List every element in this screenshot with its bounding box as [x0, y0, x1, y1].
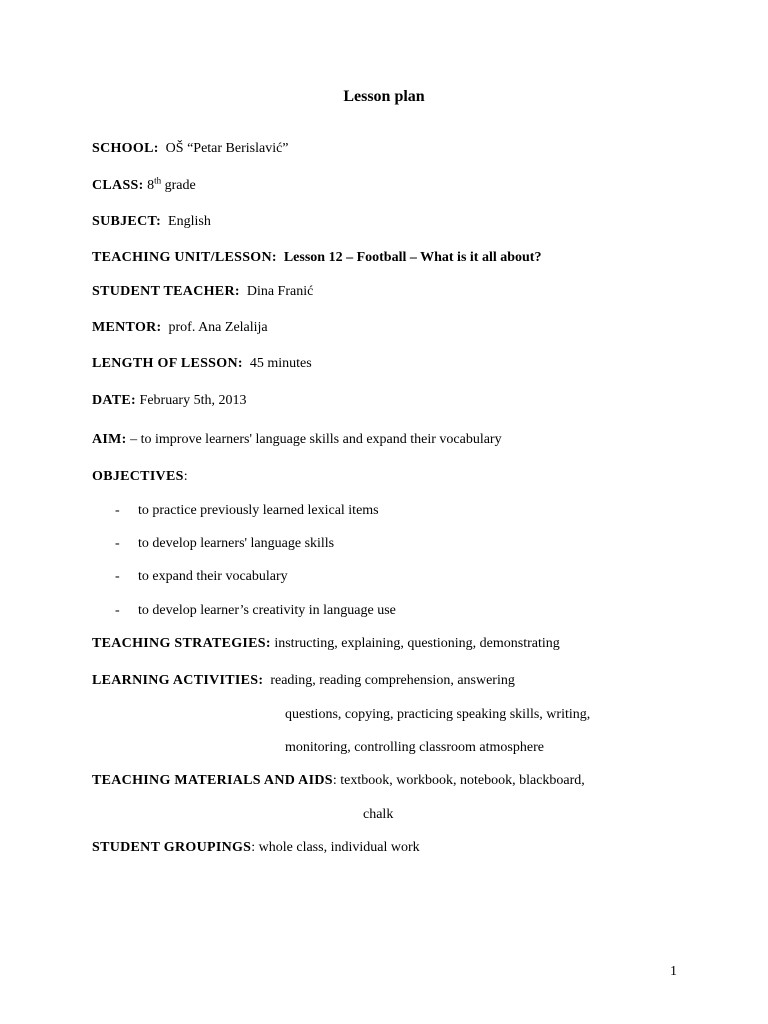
strategies-row [92, 635, 560, 653]
activities-row [92, 672, 515, 690]
unit-row [92, 249, 541, 267]
unit-value: Lesson 12 – Football – What is it all about? [283, 250, 542, 265]
student-teacher-row [92, 283, 313, 301]
groupings-label: STUDENT GROUPINGS [92, 840, 252, 855]
length-label: LENGTH OF LESSON: [92, 356, 243, 371]
date-label: DATE: [92, 393, 137, 408]
materials-row [92, 772, 585, 790]
mentor-label: MENTOR: [92, 320, 162, 335]
materials-label: TEACHING MATERIALS AND AIDS [92, 773, 333, 788]
groupings-value: : whole class, individual work [251, 840, 420, 855]
school-label: SCHOOL: [92, 141, 159, 156]
mentor-value: prof. Ana Zelalija [168, 320, 268, 335]
materials-line1: : textbook, workbook, notebook, blackboard, [332, 773, 585, 788]
objectives-colon: : [183, 469, 188, 484]
student-teacher-label: STUDENT TEACHER: [92, 284, 240, 299]
subject-value: English [168, 214, 211, 229]
student-teacher-value: Dina Franić [246, 284, 314, 299]
date-value: February 5th, 2013 [139, 393, 247, 408]
activities-label: LEARNING ACTIVITIES: [92, 673, 264, 688]
class-value-sup: th [154, 175, 162, 186]
subject-label: SUBJECT: [92, 214, 162, 229]
objectives-row [92, 468, 188, 486]
date-row [92, 392, 246, 410]
aim-value: – to improve learners' language skills and expand their vocabulary [130, 432, 502, 447]
objective-text: to practice previously learned lexical items [138, 503, 379, 518]
objective-text: to develop learner’s creativity in language use [138, 603, 396, 618]
list-item [115, 602, 396, 620]
objective-text: to expand their vocabulary [138, 569, 288, 584]
bullet-dash: - [115, 536, 120, 551]
page-number: 1 [670, 964, 677, 979]
bullet-dash: - [115, 603, 120, 618]
unit-label: TEACHING UNIT/LESSON: [92, 250, 277, 265]
strategies-label: TEACHING STRATEGIES: [92, 636, 271, 651]
list-item [115, 568, 288, 586]
materials-line2: chalk [363, 807, 394, 822]
activities-line2: questions, copying, practicing speaking skills, writing, [285, 707, 591, 722]
mentor-row [92, 319, 268, 337]
bullet-dash: - [115, 569, 120, 584]
class-row [92, 177, 196, 195]
aim-row [92, 431, 502, 449]
objectives-label: OBJECTIVES [92, 469, 184, 484]
length-value: 45 minutes [249, 356, 312, 371]
list-item [115, 502, 379, 520]
length-row [92, 355, 312, 373]
page-title: Lesson plan [343, 88, 425, 105]
list-item [115, 535, 334, 553]
strategies-value: instructing, explaining, questioning, demonstrating [274, 636, 560, 651]
groupings-row [92, 839, 420, 857]
class-value-rest: grade [161, 178, 196, 193]
activities-line1: reading, reading comprehension, answering [270, 673, 515, 688]
class-label: CLASS: [92, 178, 144, 193]
activities-line3: monitoring, controlling classroom atmosphere [285, 740, 544, 755]
class-value-num: 8 [147, 178, 155, 193]
aim-label: AIM: [92, 432, 127, 447]
subject-row [92, 213, 211, 231]
school-value: OŠ “Petar Berislavić” [165, 141, 289, 156]
school-row [92, 140, 289, 158]
bullet-dash: - [115, 503, 120, 518]
objective-text: to develop learners' language skills [138, 536, 335, 551]
